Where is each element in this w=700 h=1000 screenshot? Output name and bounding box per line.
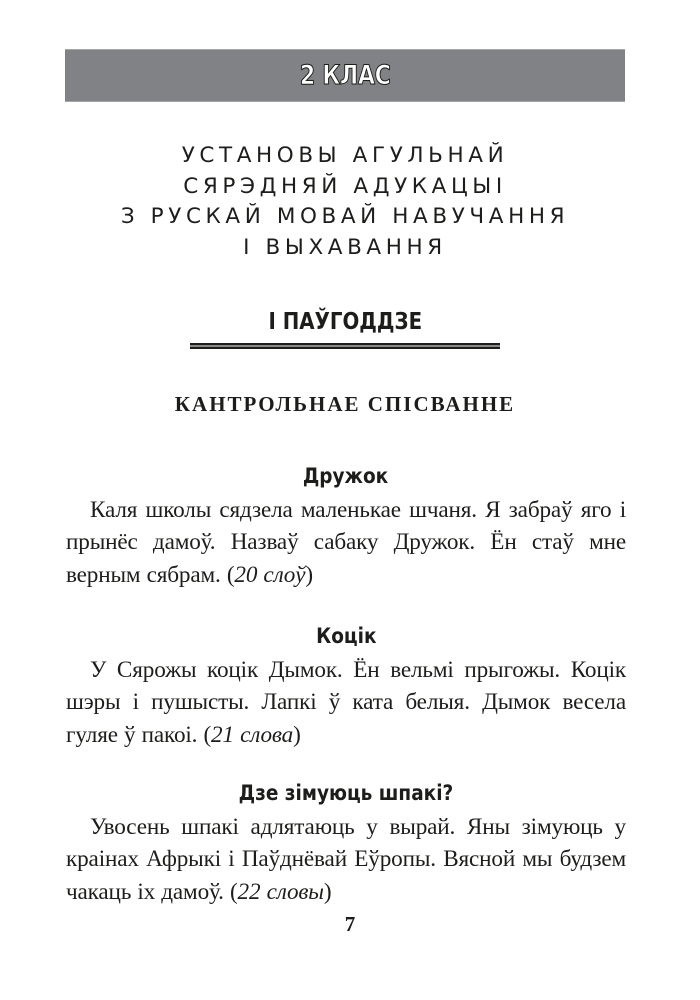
word-count-open: (	[220, 561, 235, 588]
story-text	[66, 494, 626, 591]
story-title-text: Коцік	[315, 624, 377, 648]
story-text	[66, 811, 626, 908]
story-text	[66, 654, 626, 751]
page-number: 7	[344, 912, 356, 936]
institution-line: УСТАНОВЫ АГУЛЬНАЙ	[181, 143, 509, 168]
word-count-close: )	[323, 878, 332, 905]
double-rule-divider	[190, 343, 500, 349]
grade-title: 2 КЛАС	[299, 60, 391, 91]
term-heading	[190, 306, 500, 338]
term-title: І ПАЎГОДДЗЕ	[268, 309, 422, 335]
word-count-open: (	[223, 878, 238, 905]
word-count-close: )	[305, 561, 313, 588]
story-shpaki	[66, 777, 626, 908]
story-title-text: Дзе зімуюць шпакі?	[238, 781, 454, 805]
word-count-open: (	[197, 721, 212, 748]
word-count: 20 слоў	[234, 561, 306, 588]
institution-line: З РУСКАЙ МОВАЙ НАВУЧАННЯ	[120, 204, 570, 229]
word-count: 22 словы	[237, 878, 324, 905]
section-heading: КАНТРОЛЬНАЕ СПІСВАННЕ	[174, 392, 516, 416]
story-title	[66, 460, 626, 494]
institution-line: І ВЫХАВАННЯ	[243, 234, 447, 260]
story-kotsik	[66, 620, 626, 751]
story-text-body: У Сярожы коцік Дымок. Ён вельмі прыгожы. Коцік шэры і пушысты. Лапкі ў ката белыя. Дымок весела гуляе ў пакоі.	[66, 657, 626, 748]
story-text-body: Увосень шпакі адлятаюць у вырай. Яны зімуюць у краінах Афрыкі і Паўднёвай Еўропы. Вясной мы будзем чакаць іх дамоў.	[66, 814, 626, 905]
word-count-close: )	[293, 721, 301, 748]
grade-banner	[65, 49, 625, 102]
institution-heading	[65, 141, 625, 263]
story-title	[66, 620, 626, 654]
story-druzhok	[66, 460, 626, 591]
word-count: 21 слова	[211, 721, 294, 748]
story-text-body: Каля школы сядзела маленькае шчаня. Я забраў яго і прынёс дамоў. Назваў сабаку Дружок. Ён стаў мне верным сябрам.	[66, 497, 626, 588]
institution-line: СЯРЭДНЯЙ АДУКАЦЫІ	[183, 173, 507, 199]
story-title	[66, 777, 626, 811]
story-title-text: Дружок	[303, 464, 389, 488]
